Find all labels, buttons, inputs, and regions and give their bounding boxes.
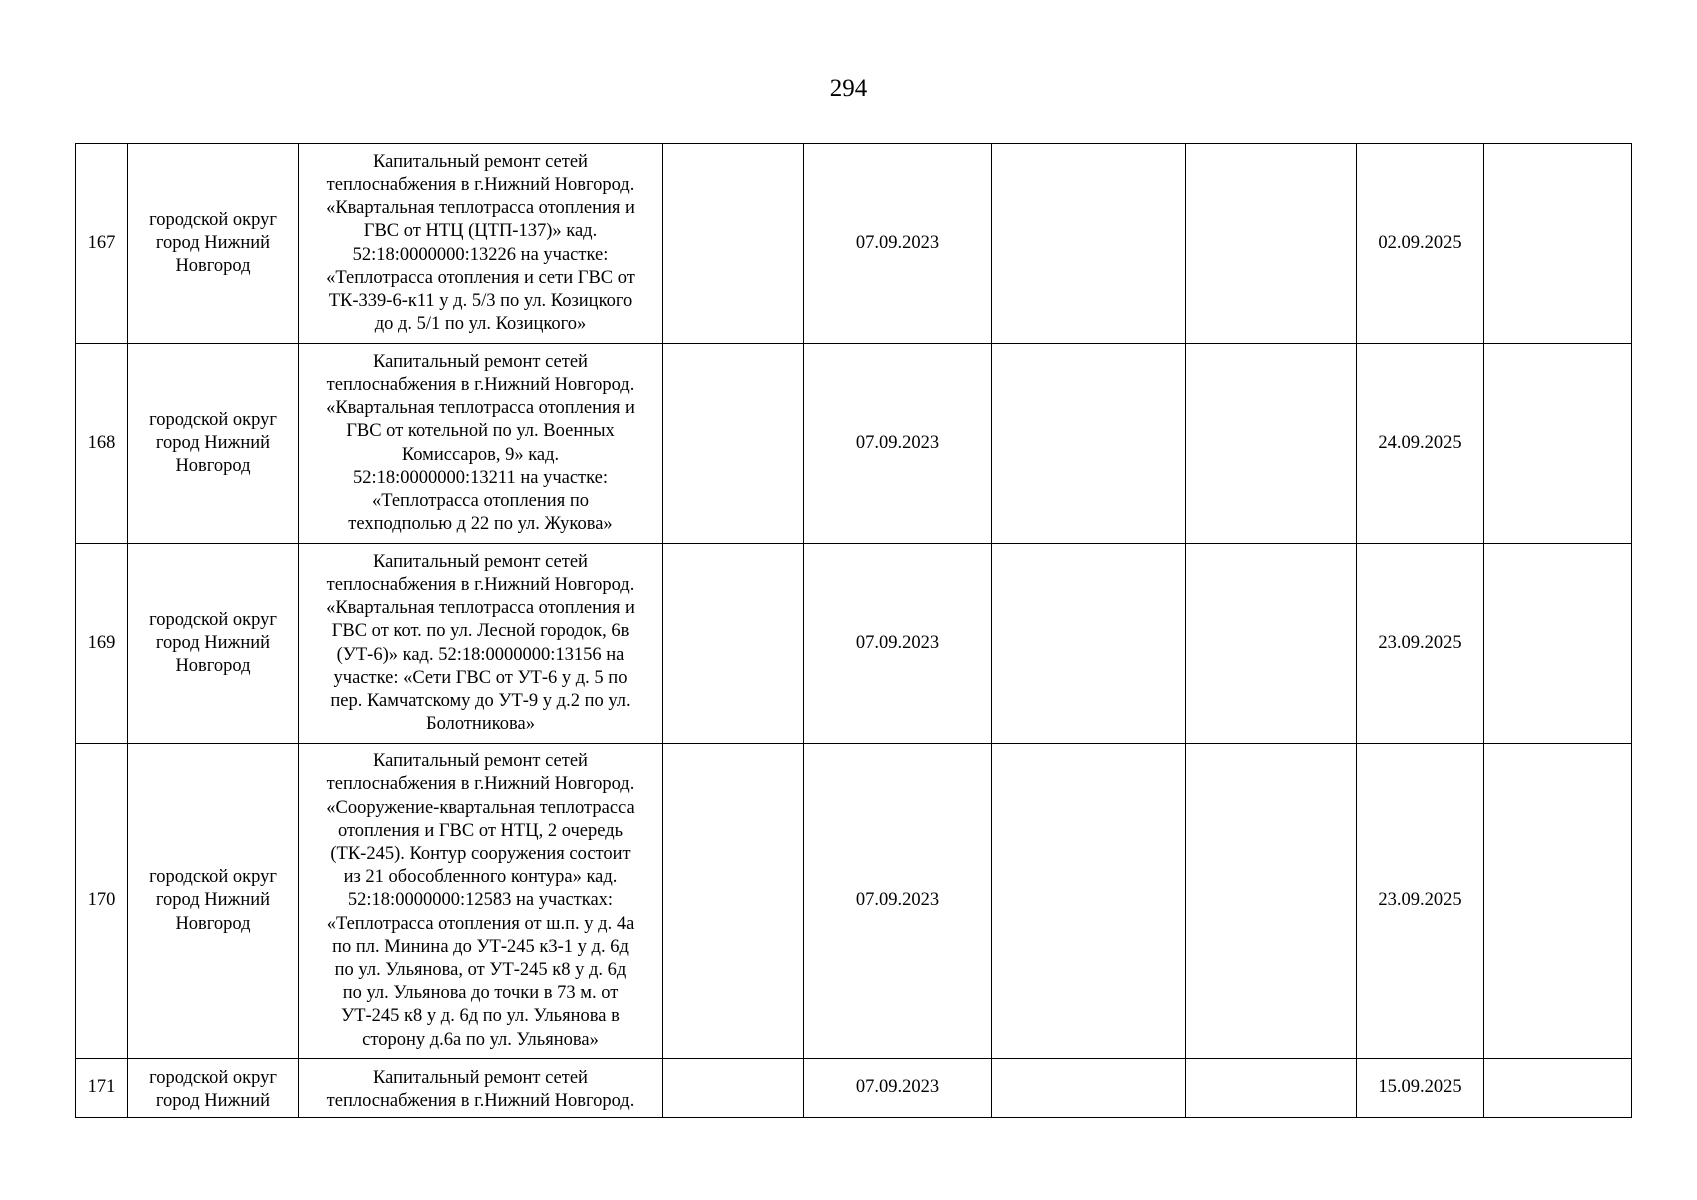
empty-cell-col4 <box>663 144 804 344</box>
locality-line: город Нижний <box>155 232 271 253</box>
empty-cell-col7 <box>1186 1059 1357 1118</box>
description-cell <box>299 544 663 744</box>
description-line: отопления и ГВС от НТЦ, 2 очередь <box>337 820 624 841</box>
row-number-cell: 170 <box>76 744 128 1059</box>
description-line: ГВС от НТЦ (ЦТП-137)» кад. <box>363 221 598 242</box>
start-date-cell: 07.09.2023 <box>804 344 992 544</box>
table-body <box>76 144 1632 1118</box>
empty-cell-col9 <box>1484 544 1632 744</box>
locality-line: городской округ <box>149 1068 277 1088</box>
table-row <box>76 1059 1632 1118</box>
row-number-cell: 169 <box>76 544 128 744</box>
description-line: (ТК-245). Контур сооружения состоит <box>330 843 631 864</box>
description-line: «Сооружение-квартальная теплотрасса <box>326 797 635 818</box>
table-row <box>76 344 1632 544</box>
description-line: ГВС от котельной по ул. Военных <box>346 421 615 442</box>
locality-line: город Нижний <box>155 632 271 653</box>
description-line: УТ-245 к8 у д. 6д по ул. Ульянова в <box>341 1006 620 1027</box>
description-line: теплоснабжения в г.Нижний Новгород. <box>326 174 635 195</box>
description-line: сторону д.6а по ул. Ульянова» <box>362 1029 599 1050</box>
description-cell <box>299 1059 663 1118</box>
description-line: теплоснабжения в г.Нижний Новгород. <box>326 1091 635 1112</box>
description-line: по пл. Минина до УТ-245 к3-1 у д. 6д <box>332 936 629 957</box>
description-line: пер. Камчатскому до УТ-9 у д.2 по ул. <box>330 690 631 711</box>
description-line: Капитальный ремонт сетей <box>373 351 588 372</box>
empty-cell-col7 <box>1186 544 1357 744</box>
row-number-cell: 167 <box>76 144 128 344</box>
description-cell <box>299 144 663 344</box>
empty-cell-col7 <box>1186 144 1357 344</box>
end-date-cell: 15.09.2025 <box>1357 1059 1484 1118</box>
description-line: «Теплотрасса отопления от ш.п. у д. 4а <box>326 913 635 934</box>
locality-line: Новгород <box>175 913 251 934</box>
empty-cell-col9 <box>1484 344 1632 544</box>
description-line: 52:18:0000000:12583 на участках: <box>347 890 614 911</box>
start-date-cell: 07.09.2023 <box>804 744 992 1059</box>
locality-cell <box>128 544 299 744</box>
page-number: 294 <box>829 75 868 102</box>
description-line: 52:18:0000000:13211 на участке: <box>352 467 609 488</box>
description-line: участке: «Сети ГВС от УТ-6 у д. 5 по <box>333 667 628 688</box>
start-date-cell: 07.09.2023 <box>804 544 992 744</box>
empty-cell-col4 <box>663 1059 804 1118</box>
description-line: Болотникова» <box>425 714 535 735</box>
description-line: из 21 обособленного контура» кад. <box>343 867 618 888</box>
empty-cell-col9 <box>1484 144 1632 344</box>
end-date-cell: 23.09.2025 <box>1357 544 1484 744</box>
empty-cell-col6 <box>992 744 1186 1059</box>
empty-cell-col9 <box>1484 1059 1632 1118</box>
locality-line: городской округ <box>149 209 277 230</box>
start-date-cell: 07.09.2023 <box>804 1059 992 1118</box>
description-cell <box>299 344 663 544</box>
empty-cell-col9 <box>1484 744 1632 1059</box>
locality-line: городской округ <box>149 609 277 630</box>
description-line: «Теплотрасса отопления и сети ГВС от <box>326 267 635 288</box>
description-line: техподполью д 22 по ул. Жукова» <box>348 514 613 535</box>
description-line: «Теплотрасса отопления по <box>372 490 589 511</box>
start-date-cell: 07.09.2023 <box>804 144 992 344</box>
locality-line: город Нижний <box>155 432 271 453</box>
locality-cell <box>128 144 299 344</box>
description-line: Комиссаров, 9» кад. <box>401 444 560 465</box>
empty-cell-col4 <box>663 544 804 744</box>
description-line: до д. 5/1 по ул. Козицкого» <box>374 314 587 335</box>
end-date-cell: 02.09.2025 <box>1357 144 1484 344</box>
locality-line: городской округ <box>149 409 277 430</box>
description-line: «Квартальная теплотрасса отопления и <box>326 198 635 219</box>
empty-cell-col6 <box>992 544 1186 744</box>
description-line: теплоснабжения в г.Нижний Новгород. <box>326 574 635 595</box>
description-line: Капитальный ремонт сетей <box>373 1068 588 1088</box>
description-line: 52:18:0000000:13226 на участке: <box>352 244 609 265</box>
empty-cell-col6 <box>992 1059 1186 1118</box>
locality-line: Новгород <box>175 456 251 477</box>
description-line: «Квартальная теплотрасса отопления и <box>326 398 635 419</box>
empty-cell-col4 <box>663 744 804 1059</box>
description-line: «Квартальная теплотрасса отопления и <box>326 598 635 619</box>
description-line: теплоснабжения в г.Нижний Новгород. <box>326 774 635 795</box>
end-date-cell: 24.09.2025 <box>1357 344 1484 544</box>
description-line: Капитальный ремонт сетей <box>373 151 588 172</box>
description-cell <box>299 744 663 1059</box>
description-line: ТК-339-6-к11 у д. 5/3 по ул. Козицкого <box>328 290 633 311</box>
locality-cell <box>128 744 299 1059</box>
empty-cell-col4 <box>663 344 804 544</box>
empty-cell-col6 <box>992 344 1186 544</box>
row-number-cell: 171 <box>76 1059 128 1118</box>
locality-cell <box>128 1059 299 1118</box>
locality-cell <box>128 344 299 544</box>
row-number-cell: 168 <box>76 344 128 544</box>
locality-line: городской округ <box>149 867 277 888</box>
table-row <box>76 544 1632 744</box>
description-line: по ул. Ульянова до точки в 73 м. от <box>342 983 619 1004</box>
locality-line: город Нижний <box>155 890 271 911</box>
description-line: ГВС от кот. по ул. Лесной городок, 6в <box>331 621 630 642</box>
locality-line: Новгород <box>175 256 251 277</box>
table-row <box>76 144 1632 344</box>
description-line: по ул. Ульянова, от УТ-245 к8 у д. 6д <box>334 960 627 980</box>
description-line: Капитальный ремонт сетей <box>373 751 588 772</box>
description-line: Капитальный ремонт сетей <box>373 551 588 572</box>
description-line: теплоснабжения в г.Нижний Новгород. <box>326 374 635 395</box>
locality-line: город Нижний <box>155 1091 271 1112</box>
locality-line: Новгород <box>175 656 251 677</box>
description-line: (УТ-6)» кад. 52:18:0000000:13156 на <box>336 644 625 665</box>
table-row <box>76 744 1632 1059</box>
registry-table <box>75 143 1632 1118</box>
empty-cell-col7 <box>1186 344 1357 544</box>
end-date-cell: 23.09.2025 <box>1357 744 1484 1059</box>
empty-cell-col7 <box>1186 744 1357 1059</box>
empty-cell-col6 <box>992 144 1186 344</box>
